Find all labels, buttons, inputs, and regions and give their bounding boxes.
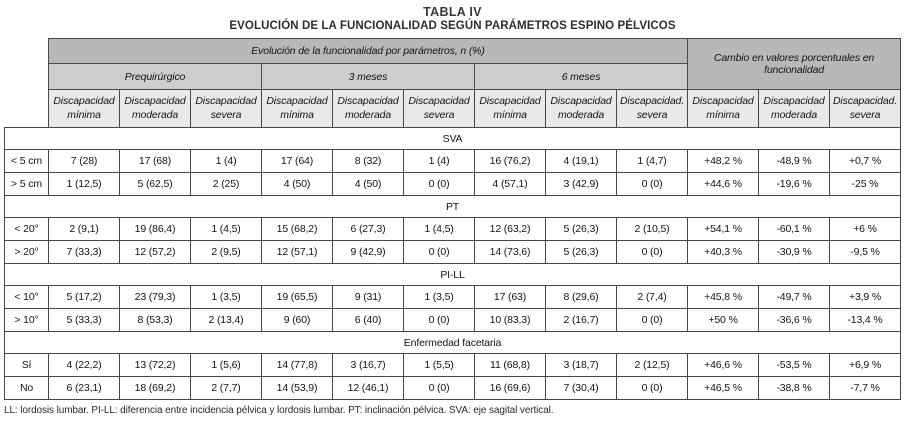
subcategory-header: Discapacidad. severa: [830, 90, 901, 128]
data-cell: 4 (50): [333, 173, 404, 196]
data-cell: +6 %: [830, 218, 901, 241]
data-cell: -49,7 %: [759, 286, 830, 309]
data-cell: 1 (4,5): [191, 218, 262, 241]
data-cell: 0 (0): [617, 309, 688, 332]
table-header: [5, 39, 901, 128]
data-cell: -13,4 %: [830, 309, 901, 332]
data-cell: 12 (57,2): [120, 241, 191, 264]
subcategory-header: Discapacidad mínima: [475, 90, 546, 128]
table-row: [5, 173, 901, 196]
subcategory-header: Discapacidad mínima: [49, 90, 120, 128]
data-cell: 5 (33,3): [49, 309, 120, 332]
subcategory-header: Discapacidad moderada: [546, 90, 617, 128]
data-cell: 1 (4): [404, 150, 475, 173]
subcategory-header: Discapacidad mínima: [688, 90, 759, 128]
data-cell: 0 (0): [404, 173, 475, 196]
data-cell: 6 (27,3): [333, 218, 404, 241]
data-cell: 1 (4): [191, 150, 262, 173]
section-label: Enfermedad facetaria: [5, 332, 901, 354]
row-label: < 20°: [5, 218, 49, 241]
subcategory-header: Discapacidad. severa: [617, 90, 688, 128]
data-cell: 23 (79,3): [120, 286, 191, 309]
data-cell: 2 (13,4): [191, 309, 262, 332]
data-cell: 5 (17,2): [49, 286, 120, 309]
data-cell: -38,8 %: [759, 377, 830, 400]
row-label: > 20°: [5, 241, 49, 264]
table-row: [5, 354, 901, 377]
data-cell: 14 (73,6): [475, 241, 546, 264]
header-row-subcategories: [5, 90, 901, 128]
data-cell: 0 (0): [617, 241, 688, 264]
data-cell: 1 (5,5): [404, 354, 475, 377]
data-cell: 0 (0): [617, 377, 688, 400]
data-cell: 15 (68,2): [262, 218, 333, 241]
data-cell: 4 (19,1): [546, 150, 617, 173]
data-cell: 12 (46,1): [333, 377, 404, 400]
period-header: Prequirúrgico: [49, 64, 262, 90]
data-cell: 9 (31): [333, 286, 404, 309]
data-cell: 0 (0): [404, 309, 475, 332]
data-cell: -7,7 %: [830, 377, 901, 400]
subcategory-header: Discapacidad moderada: [333, 90, 404, 128]
subcategory-header: Discapacidad mínima: [262, 90, 333, 128]
table-row: [5, 286, 901, 309]
section-label: PI-LL: [5, 264, 901, 286]
data-cell: 7 (28): [49, 150, 120, 173]
data-cell: 2 (9,5): [191, 241, 262, 264]
data-cell: 4 (22,2): [49, 354, 120, 377]
table-row: [5, 377, 901, 400]
data-cell: 2 (9,1): [49, 218, 120, 241]
data-cell: 12 (57,1): [262, 241, 333, 264]
table-row: [5, 150, 901, 173]
data-cell: 8 (32): [333, 150, 404, 173]
row-label: No: [5, 377, 49, 400]
data-cell: 0 (0): [404, 377, 475, 400]
table-title: EVOLUCIÓN DE LA FUNCIONALIDAD SEGÚN PARÁMETROS ESPINO PÉLVICOS: [229, 20, 676, 32]
section-row: [5, 196, 901, 218]
data-cell: +50 %: [688, 309, 759, 332]
row-label: > 10°: [5, 309, 49, 332]
data-cell: 16 (69,6): [475, 377, 546, 400]
data-cell: 2 (7,7): [191, 377, 262, 400]
data-cell: -36,6 %: [759, 309, 830, 332]
data-cell: 5 (26,3): [546, 218, 617, 241]
row-label: < 5 cm: [5, 150, 49, 173]
data-cell: 5 (62,5): [120, 173, 191, 196]
data-cell: 1 (3,5): [191, 286, 262, 309]
table-row: [5, 218, 901, 241]
data-cell: 4 (57,1): [475, 173, 546, 196]
data-cell: 0 (0): [404, 241, 475, 264]
data-cell: -60,1 %: [759, 218, 830, 241]
data-cell: 7 (30,4): [546, 377, 617, 400]
data-cell: 3 (42,9): [546, 173, 617, 196]
table-body: [5, 128, 901, 400]
data-cell: 4 (50): [262, 173, 333, 196]
row-label: > 5 cm: [5, 173, 49, 196]
results-table: [4, 38, 901, 400]
section-label: SVA: [5, 128, 901, 150]
data-cell: 8 (29,6): [546, 286, 617, 309]
data-cell: +45,8 %: [688, 286, 759, 309]
period-header: 6 meses: [475, 64, 688, 90]
data-cell: 3 (16,7): [333, 354, 404, 377]
section-row: [5, 332, 901, 354]
data-cell: 1 (4,5): [404, 218, 475, 241]
data-cell: 2 (25): [191, 173, 262, 196]
table-row: [5, 309, 901, 332]
table-number-title: TABLA IV: [423, 5, 482, 19]
subcategory-header: Discapacidad severa: [191, 90, 262, 128]
data-cell: 1 (4,7): [617, 150, 688, 173]
period-header: 3 meses: [262, 64, 475, 90]
section-row: [5, 128, 901, 150]
row-label: < 10°: [5, 286, 49, 309]
data-cell: +6,9 %: [830, 354, 901, 377]
data-cell: -25 %: [830, 173, 901, 196]
header-row-groups: [5, 39, 901, 64]
data-cell: 14 (77,8): [262, 354, 333, 377]
data-cell: 13 (72,2): [120, 354, 191, 377]
subcategory-header: Discapacidad moderada: [759, 90, 830, 128]
data-cell: 17 (64): [262, 150, 333, 173]
data-cell: 6 (40): [333, 309, 404, 332]
group-header-change: Cambio en valores porcentuales en funcionalidad: [688, 39, 901, 90]
data-cell: 17 (68): [120, 150, 191, 173]
data-cell: 17 (63): [475, 286, 546, 309]
data-cell: 11 (68,8): [475, 354, 546, 377]
data-cell: 2 (10,5): [617, 218, 688, 241]
data-cell: 1 (3,5): [404, 286, 475, 309]
data-cell: 0 (0): [617, 173, 688, 196]
section-label: PT: [5, 196, 901, 218]
subcategory-header: Discapacidad severa: [404, 90, 475, 128]
group-header-evolution: Evolución de la funcionalidad por parámetros, n (%): [49, 39, 688, 64]
data-cell: 1 (5,6): [191, 354, 262, 377]
data-cell: +46,5 %: [688, 377, 759, 400]
row-label: Sí: [5, 354, 49, 377]
data-cell: 6 (23,1): [49, 377, 120, 400]
data-cell: 8 (53,3): [120, 309, 191, 332]
data-cell: 9 (42,9): [333, 241, 404, 264]
data-cell: 2 (7,4): [617, 286, 688, 309]
data-cell: +3,9 %: [830, 286, 901, 309]
data-cell: 19 (86,4): [120, 218, 191, 241]
data-cell: 7 (33,3): [49, 241, 120, 264]
data-cell: +40,3 %: [688, 241, 759, 264]
corner-spacer: [5, 39, 49, 128]
data-cell: 14 (53,9): [262, 377, 333, 400]
data-cell: 9 (60): [262, 309, 333, 332]
data-cell: 2 (16,7): [546, 309, 617, 332]
data-cell: -9,5 %: [830, 241, 901, 264]
footnote: LL: lordosis lumbar. PI-LL: diferencia entre incidencia pélvica y lordosis lumbar. PT: inclinación pélvica. SVA: eje sagital vertical.: [4, 405, 554, 416]
data-cell: 19 (65,5): [262, 286, 333, 309]
data-cell: -48,9 %: [759, 150, 830, 173]
data-cell: 2 (12,5): [617, 354, 688, 377]
data-cell: 3 (18,7): [546, 354, 617, 377]
data-cell: 16 (76,2): [475, 150, 546, 173]
table-row: [5, 241, 901, 264]
data-cell: +54,1 %: [688, 218, 759, 241]
data-cell: +44,6 %: [688, 173, 759, 196]
data-cell: 1 (12,5): [49, 173, 120, 196]
data-cell: +46,6 %: [688, 354, 759, 377]
data-cell: -30,9 %: [759, 241, 830, 264]
data-cell: -53,5 %: [759, 354, 830, 377]
data-cell: +48,2 %: [688, 150, 759, 173]
section-row: [5, 264, 901, 286]
data-cell: 5 (26,3): [546, 241, 617, 264]
data-cell: 18 (69,2): [120, 377, 191, 400]
subcategory-header: Discapacidad moderada: [120, 90, 191, 128]
data-cell: 12 (63,2): [475, 218, 546, 241]
data-cell: 10 (83,3): [475, 309, 546, 332]
data-cell: -19,6 %: [759, 173, 830, 196]
data-cell: +0,7 %: [830, 150, 901, 173]
